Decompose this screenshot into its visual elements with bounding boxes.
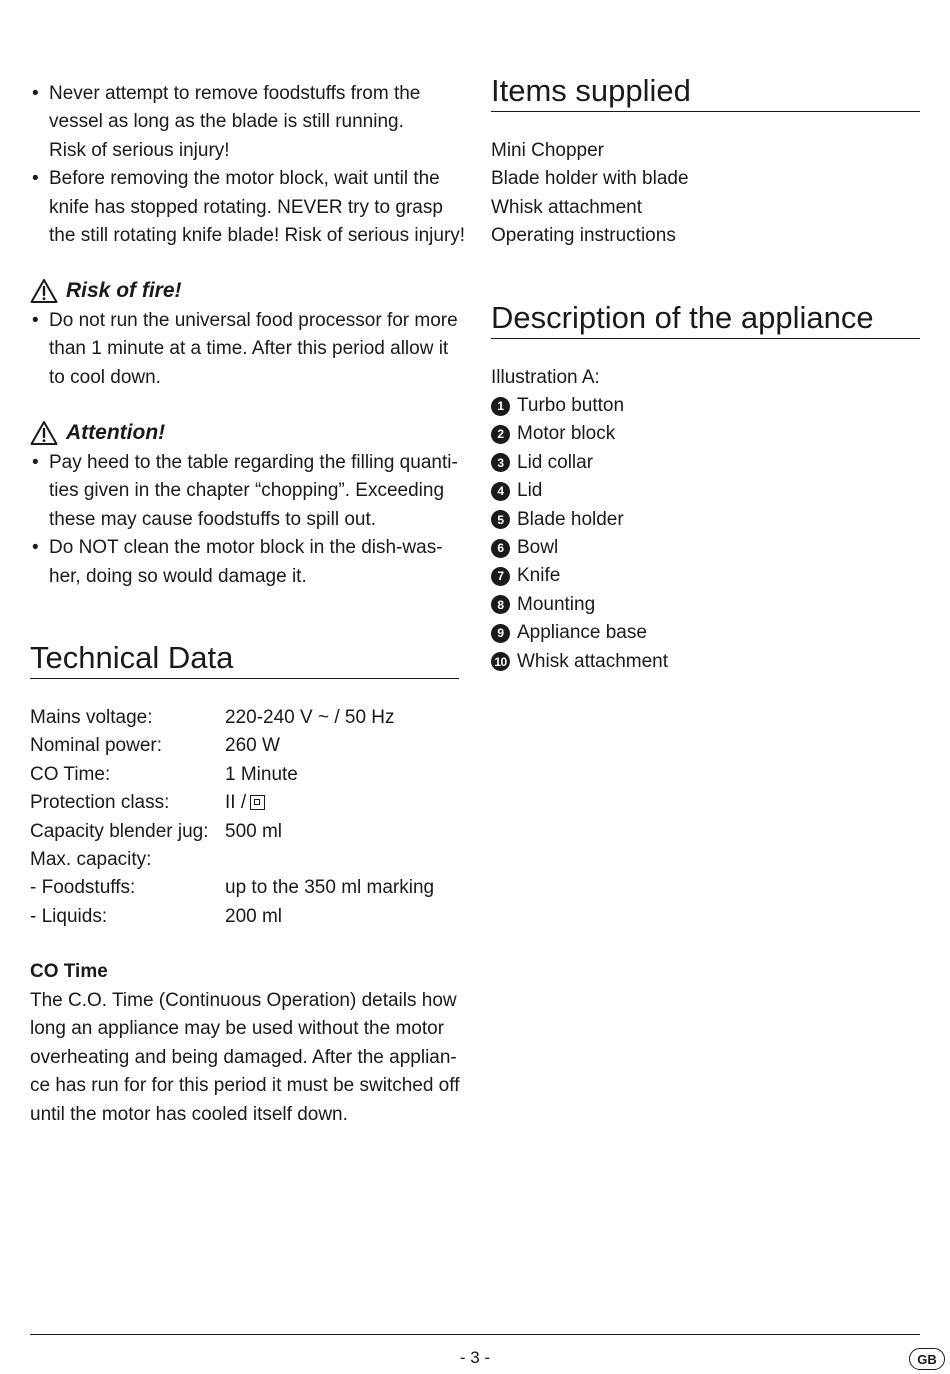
fire-warning-list [30,307,459,392]
spec-value: 220-240 V ~ / 50 Hz [225,707,395,728]
list-item: 10 Whisk attachment [491,648,668,676]
number-badge-icon: 1 [491,397,510,416]
list-item: • Do NOT clean the motor block in the dish-was- her, doing so would damage it. [30,534,459,591]
table-row [30,818,434,846]
list-item: Operating instructions [491,225,676,247]
list-item: 7 Knife [491,562,668,590]
list-item: 1 Turbo button [491,392,668,420]
list-item: • Do not run the universal food processor for more than 1 minute at a time. After this period allow it to cool down. [30,307,459,392]
page-number: - 3 - [459,1348,491,1367]
number-badge-icon: 10 [491,652,510,671]
co-time-paragraph: The C.O. Time (Continuous Operation) details how long an appliance may be used without the motor overheating and being damaged. After the applian- ce has run for for this period it must be switched off until the motor has cooled itself down. [30,990,460,1125]
language-badge: GB [909,1348,945,1370]
table-row [30,846,434,874]
bullet-icon: • [32,537,39,559]
warning-triangle-icon [30,420,58,446]
technical-data-heading: Technical Data [30,640,234,675]
spec-label: Nominal power: [30,735,162,757]
list-item: Mini Chopper [491,140,604,161]
list-item: Whisk attachment [491,196,642,218]
spec-value: II / [225,789,434,817]
number-badge-icon: 4 [491,482,510,501]
section-divider [491,338,920,339]
list-item: 3 Lid collar [491,449,668,477]
spec-value [225,846,434,874]
spec-value: 260 W [225,735,280,757]
bullet-icon: • [32,83,39,104]
spec-value: 500 ml [225,820,283,842]
table-row [30,704,434,732]
spec-value: 200 ml [225,905,283,927]
attention-warning-heading: Attention! [30,418,165,448]
spec-label: Max. capacity: [30,849,152,871]
spec-label: Protection class: [30,792,170,814]
spec-value: up to the 350 ml marking [225,877,435,899]
list-item: • Never attempt to remove foodstuffs from the vessel as long as the blade is still running. Risk of serious injury! [30,80,459,165]
illustration-label: Illustration A: [491,367,600,388]
list-item: 5 Blade holder [491,506,668,534]
list-item: • Before removing the motor block, wait until the knife has stopped rotating. NEVER try to grasp the still rotating knife blade! Risk of serious injury! [30,165,459,250]
table-row [30,874,434,902]
description-heading: Description of the appliance [491,300,874,335]
section-divider [30,678,459,679]
protection-class-ii-icon [250,795,265,810]
spec-value: 1 Minute [225,763,298,785]
parts-list [491,392,668,676]
number-badge-icon: 9 [491,624,510,643]
bullet-icon: • [32,452,39,473]
bullet-icon: • [32,168,39,190]
number-badge-icon: 2 [491,425,510,444]
list-item: Blade holder with blade [491,168,689,190]
number-badge-icon: 5 [491,510,510,529]
items-supplied-heading: Items supplied [491,73,691,108]
items-supplied-list [491,137,689,251]
number-badge-icon: 3 [491,453,510,472]
list-item: 8 Mounting [491,591,668,619]
footer-divider [30,1334,920,1335]
spec-label: CO Time: [30,763,111,785]
attention-warning-list [30,449,459,591]
technical-data-table [30,704,434,931]
table-row [30,789,434,817]
list-item: 6 Bowl [491,534,668,562]
number-badge-icon: 6 [491,539,510,558]
warning-triangle-icon [30,278,58,304]
spec-label: - Liquids: [30,905,108,927]
list-item: 9 Appliance base [491,619,668,647]
bullet-icon: • [32,310,39,331]
number-badge-icon: 7 [491,567,510,586]
table-row [30,761,434,789]
intro-warning-list [30,80,466,250]
number-badge-icon: 8 [491,595,510,614]
co-time-heading: CO Time [30,961,108,982]
list-item: 2 Motor block [491,420,668,448]
table-row [30,903,434,931]
spec-label: - Foodstuffs: [30,877,136,899]
table-row [30,732,434,760]
spec-label: Mains voltage: [30,707,153,728]
fire-warning-heading: Risk of fire! [30,276,182,306]
list-item: • Pay heed to the table regarding the filling quanti- ties given in the chapter “chopping”. Exceeding these may cause foodstuffs to spill out. [30,449,459,534]
spec-label: Capacity blender jug: [30,820,209,842]
list-item: 4 Lid [491,477,668,505]
section-divider [491,111,920,112]
